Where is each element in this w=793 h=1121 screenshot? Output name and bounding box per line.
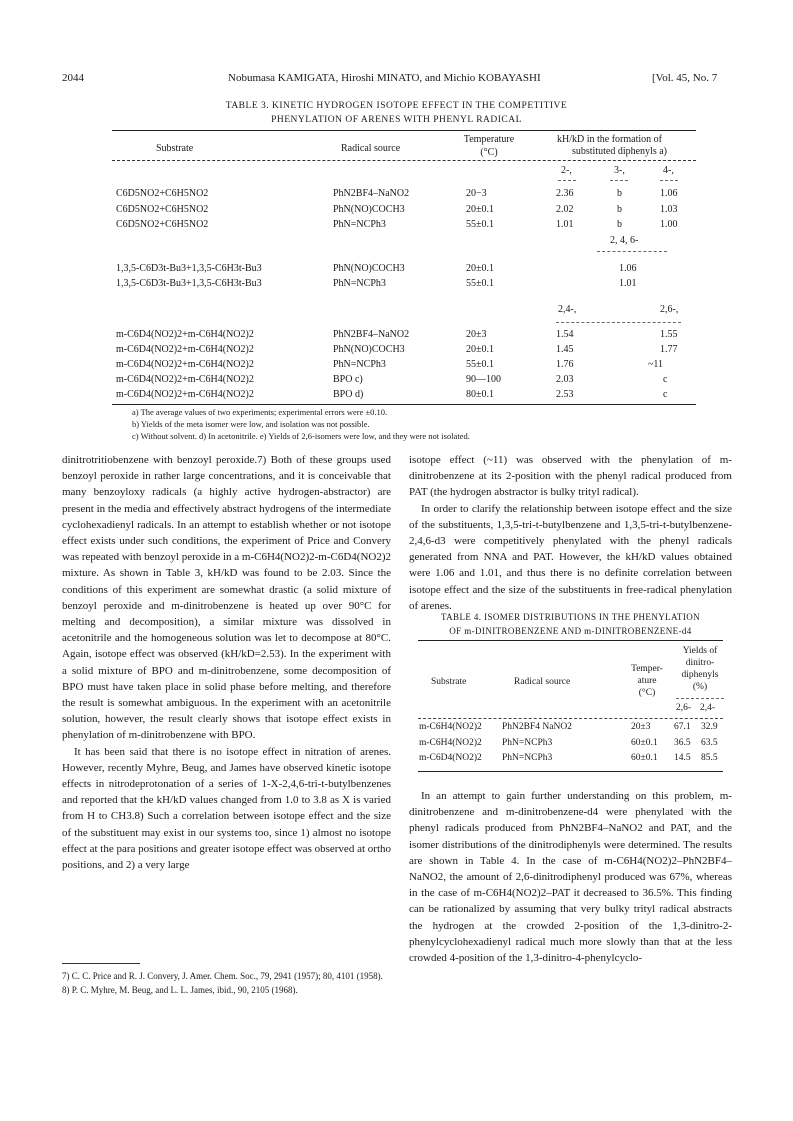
table-cell: 1,3,5-C6D3t-Bu3+1,3,5-C6H3t-Bu3 <box>116 263 262 274</box>
table-cell: PhN(NO)COCH3 <box>333 344 405 355</box>
table-cell: 2.36 <box>556 188 574 199</box>
t4-h-temp3: (°C) <box>638 688 656 698</box>
table-cell: 55±0.1 <box>466 219 494 230</box>
right-column-bottom <box>409 788 732 966</box>
table-cell: c <box>663 389 668 400</box>
table-cell: 20±0.1 <box>466 344 494 355</box>
table-cell: PhN=NCPh3 <box>333 359 386 370</box>
table-cell: 14.5 <box>674 753 691 763</box>
table-cell: 36.5 <box>674 738 691 748</box>
table-cell: 1,3,5-C6D3t-Bu3+1,3,5-C6H3t-Bu3 <box>116 278 262 289</box>
table-cell: PhN2BF4–NaNO2 <box>333 188 410 199</box>
table-cell: 1.06 <box>660 188 678 199</box>
table-cell: 85.5 <box>701 753 718 763</box>
table-cell: 20±0.1 <box>466 204 494 215</box>
table4-bottom-rule <box>418 771 723 772</box>
table-cell: 2.03 <box>556 374 574 385</box>
t3-footnote-c: c) Without solvent. d) In acetonitrile. e) Yields of 2,6-isomers were low, and they were not isolated. <box>132 431 470 441</box>
table-cell: m-C6D4(NO2)2+m-C6H4(NO2)2 <box>116 374 254 385</box>
t3-header-temperature-unit: (°C) <box>480 147 498 158</box>
t3-footnote-b: b) Yields of the meta isomer were low, and isolation was not possible. <box>132 419 370 429</box>
footnote-rule <box>62 963 140 964</box>
t3-header-kk: kH/kD in the formation of <box>557 134 662 145</box>
t3-header-temperature: Temperature <box>463 134 515 145</box>
table-cell: 60±0.1 <box>631 738 658 748</box>
table-cell: 1.01 <box>619 278 637 289</box>
table-cell: 2.53 <box>556 389 574 400</box>
table-cell: 2.02 <box>556 204 574 215</box>
table-cell: 1.00 <box>660 219 678 230</box>
t4-h-yields2: dinitro- <box>685 658 715 668</box>
table-cell: C6D5NO2+C6H5NO2 <box>116 204 209 215</box>
table-cell: PhN=NCPh3 <box>502 738 553 748</box>
t3-sub-24: 2,4-, <box>558 304 577 315</box>
t3-sub-rule-b <box>610 180 628 181</box>
t4-h-yields1: Yields of <box>682 646 718 656</box>
t3-sub-2: 2-, <box>561 165 572 176</box>
table-cell: 20±0.1 <box>466 263 494 274</box>
table-cell: C6D5NO2+C6H5NO2 <box>116 219 209 230</box>
table-cell: BPO d) <box>333 389 364 400</box>
table-cell: PhN=NCPh3 <box>502 753 553 763</box>
t3-subhead-246: 2, 4, 6- <box>610 235 639 246</box>
t3-sub-24-26-rule <box>556 322 681 323</box>
t4-h-yields3: diphenyls <box>681 670 719 680</box>
table4-caption-line1: TABLE 4. ISOMER DISTRIBUTIONS IN THE PHENYLATION <box>440 612 701 622</box>
table-cell: PhN(NO)COCH3 <box>333 204 405 215</box>
table-cell: m-C6D4(NO2)2+m-C6H4(NO2)2 <box>116 389 254 400</box>
table-cell: m-C6D4(NO2)2 <box>419 753 482 763</box>
table-cell: 1.77 <box>660 344 678 355</box>
table-cell: 20±3 <box>466 329 487 340</box>
t4-yields-rule <box>676 698 724 699</box>
t4-h-sub1: 2,6- <box>676 703 692 713</box>
table-cell: PhN=NCPh3 <box>333 219 386 230</box>
table-cell: b <box>617 219 622 230</box>
table-cell: PhN(NO)COCH3 <box>333 263 405 274</box>
reference-8: 8) P. C. Myhre, M. Beug, and L. L. James, ibid., 90, 2105 (1968). <box>62 985 298 995</box>
t3-sub-rule-a <box>558 180 576 181</box>
table-cell: 1.06 <box>619 263 637 274</box>
t3-header-radical-source: Radical source <box>341 143 401 154</box>
table-cell: 1.03 <box>660 204 678 215</box>
table-cell: 1.45 <box>556 344 574 355</box>
table-cell: m-C6D4(NO2)2+m-C6H4(NO2)2 <box>116 359 254 370</box>
t4-h-radical-source: Radical source <box>514 677 571 687</box>
table-cell: BPO c) <box>333 374 363 385</box>
paragraph: isotope effect (~11) was observed with the phenylation of m-dinitrobenzene at its 2-position with the phenyl radical produced from PAT (the hydrogen abstractor is bulky trityl radical). <box>409 454 732 499</box>
t4-h-sub2: 2,4- <box>700 703 716 713</box>
table-cell: 20−3 <box>466 188 487 199</box>
t4-h-temp1: Temper- <box>631 664 663 674</box>
table-cell: 1.54 <box>556 329 574 340</box>
volume-info: [Vol. 45, No. 7 <box>652 72 718 84</box>
t4-h-temp2: ature <box>637 676 657 686</box>
table-cell: ~11 <box>648 359 664 370</box>
table-cell: PhN2BF4 NaNO2 <box>502 722 572 732</box>
reference-7: 7) C. C. Price and R. J. Convery, J. Amer. Chem. Soc., 79, 2941 (1957); 80, 4101 (1958). <box>62 971 383 981</box>
paragraph: In order to clarify the relationship between isotope effect and the size of the substituents, 1,3,5-tri-t-butylbenzene and 1,3,5-tri-t-butylbenzene-2,4,6-d3 were competitively phenylated with the phenyl radicals generated from NNA and PAT. However, the kH/kD values obtained were 1.06 and 1.01, and thus there is no definite correlation between isotope effect and the size of the substituents in free-radical phenylation of arenes. <box>409 502 732 612</box>
table-cell: PhN=NCPh3 <box>333 278 386 289</box>
t3-subhead-246-rule <box>597 251 667 252</box>
t3-sub-rule-c <box>660 180 678 181</box>
paragraph: dinitrotritiobenzene with benzoyl peroxide.7) Both of these groups used benzoyl peroxide in rather large concentrations, and it is conceivable that many benzoyloxy radicals (a highly active hydrogen-abstractor) are present in the media and effectively abstract hydrogens of the intermediate cyclohexadienyl radicals. In an attempt to establish whether or not isotope effect exists under such conditions, the experiment of Price and Convery was repeated with benzoyl peroxide in a m-C6H4(NO2)2-m-C6D4(NO2)2 mixture. As shown in Table 3, kH/kD was found to be 2.03. Since the conditions of this experiment are somewhat drastic (a solid mixture of benzoyl peroxide and m-dinitrobenzene is heated up over 90°C for melting and decomposition), a similar mixture was dissolved in acetonitrile and the homogeneous solution was let to decompose at 80°C. Again, isotope effect was observed (kH/kD=2.53). In the experiment with a solid mixture of BPO and m-dinitrobenzene, some decomposition of BPO must have taken place in solid phase before melting, and therefore the result is somewhat ambiguous. In the experiment with an acetonitrile solution, however, the result clearly shows that isotope effect exists in phenylation of m-dinitrobenzene with BPO. <box>62 454 391 742</box>
table-cell: 1.55 <box>660 329 678 340</box>
t3-sub-3: 3-, <box>614 165 625 176</box>
right-column-top <box>409 452 732 614</box>
t4-h-substrate: Substrate <box>431 677 467 687</box>
table3-header-rule <box>112 160 696 161</box>
t4-h-yields4: (%) <box>692 682 708 692</box>
table-cell: m-C6H4(NO2)2 <box>419 738 482 748</box>
table-cell: 63.5 <box>701 738 718 748</box>
left-column <box>62 452 391 873</box>
table-cell: c <box>663 374 668 385</box>
table-cell: C6D5NO2+C6H5NO2 <box>116 188 209 199</box>
table-cell: m-C6D4(NO2)2+m-C6H4(NO2)2 <box>116 329 254 340</box>
table-cell: m-C6H4(NO2)2 <box>419 722 482 732</box>
table-cell: 55±0.1 <box>466 278 494 289</box>
t3-sub-26: 2,6-, <box>660 304 679 315</box>
page-number: 2044 <box>62 72 84 84</box>
table-cell: 1.01 <box>556 219 574 230</box>
table4-caption-line2: OF m-DINITROBENZENE AND m-DINITROBENZENE-d4 <box>449 626 692 636</box>
running-authors: Nobumasa KAMIGATA, Hiroshi MINATO, and Michio KOBAYASHI <box>228 72 541 84</box>
table-cell: m-C6D4(NO2)2+m-C6H4(NO2)2 <box>116 344 254 355</box>
paragraph: In an attempt to gain further understanding on this problem, m-dinitrobenzene and m-dinitrobenzene-d4 were phenylated with the phenyl radicals produced from PhN2BF4–NaNO2 and PAT, and the isomer distributions of the dinitrodiphenyls were determined. The results are shown in Table 4. In the case of m-C6H4(NO2)2–PhN2BF4–NaNO2, the amount of 2,6-dinitrodiphenyl produced was 67%, whereas in the case of m-C6H4(NO2)2–PAT it decreased to 36.5%. This finding can be rationalized by assuming that very bulky trityl radical abstracts the hydrogen at the crowded 2-position of the 1,3-dinitro-2-phenylcyclohexadienyl radical much more slowly than that at the less crowded 4-position of the 1,3-dinitro-4-phenylcyclo- <box>409 790 732 965</box>
table-cell: 20±3 <box>631 722 651 732</box>
t3-sub-4: 4-, <box>663 165 674 176</box>
table-cell: 60±0.1 <box>631 753 658 763</box>
t3-header-substrate: Substrate <box>156 143 194 154</box>
table-cell: 80±0.1 <box>466 389 494 400</box>
t3-header-kk-2: substituted diphenyls a) <box>572 146 667 157</box>
table-cell: PhN2BF4–NaNO2 <box>333 329 410 340</box>
table-cell: b <box>617 204 622 215</box>
table-cell: 90—100 <box>466 374 501 385</box>
table4-header-rule <box>418 718 723 719</box>
paragraph: It has been said that there is no isotope effect in nitration of arenes. However, recently Myhre, Beug, and James have observed kinetic isotope effects in nitrodeprotonation of a series of 1-X-2,4,6-tri-t-butylbenzenes and reported that the kH/kD values changed from 1.0 to 3.8 as X is varied from H to CH3.8) Such a correlation between isotope effect and the size of the substituent may exist in our systems too, since 1) almost no isotope effect at the para positions and greater isotope effect was observed at ortho positions, and 2) a very large <box>62 745 391 872</box>
table3-top-rule <box>112 130 696 131</box>
table-cell: 1.76 <box>556 359 574 370</box>
table4-top-rule <box>418 640 723 641</box>
table-cell: 67.1 <box>674 722 691 732</box>
table-cell: 55±0.1 <box>466 359 494 370</box>
table3-caption-line2: PHENYLATION OF ARENES WITH PHENYL RADICAL <box>271 115 522 125</box>
table3-bottom-rule <box>112 404 696 405</box>
t3-footnote-a: a) The average values of two experiments; experimental errors were ±0.10. <box>132 407 388 417</box>
references <box>62 970 391 996</box>
table-cell: b <box>617 188 622 199</box>
table-cell: 32.9 <box>701 722 718 732</box>
table3-caption-line1: TABLE 3. KINETIC HYDROGEN ISOTOPE EFFECT IN THE COMPETITIVE <box>225 101 568 111</box>
